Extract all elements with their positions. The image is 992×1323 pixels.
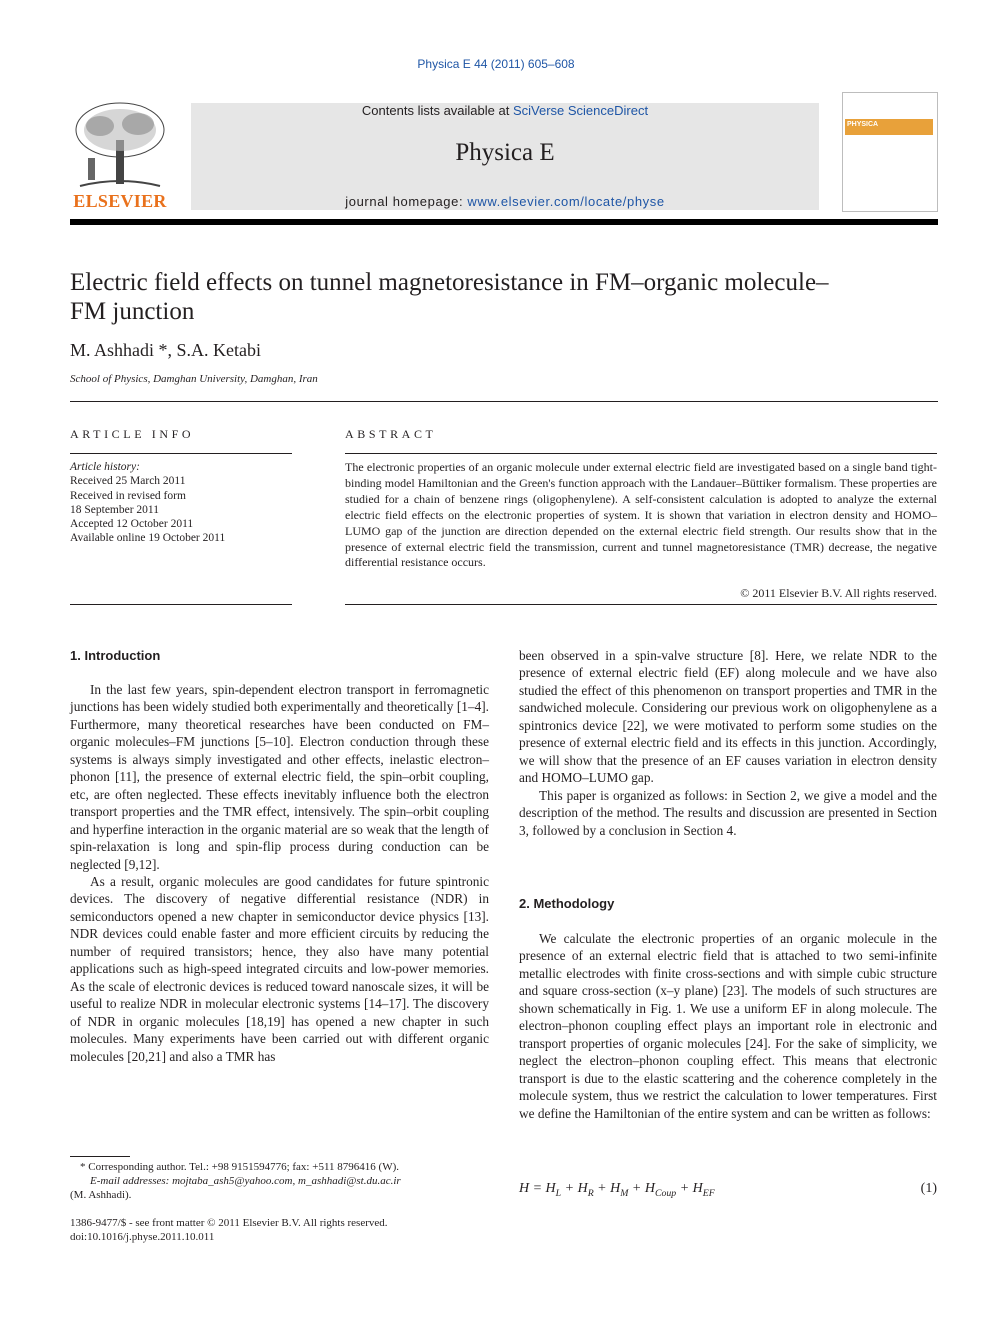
- contents-line: [191, 103, 819, 118]
- methodology-paragraph-1: We calculate the electronic properties of an organic molecule in the presence of an external electric field that is attached to two semi-infinite metallic electrodes with finite cross-sections and with simple cubic structure and square cross-section (x–y plane) [23]. The models of such structures are shown schematically in Fig. 1. We use a uniform EF in along molecule. The electron–phonon coupling effect plays an important role in electronic and transport properties of organic molecules [24]. For the sake of simplicity, we neglect the electron–phonon coupling effect. This means that electronic transport is due to the elastic scattering and the coherence completely in the molecule system, thus we restrict the calculation to lower temperatures. First we define the Hamiltonian of the entire system and can be written as follows:: [519, 931, 937, 1121]
- elsevier-wordmark: ELSEVIER: [73, 191, 167, 211]
- sciencedirect-link[interactable]: SciVerse ScienceDirect: [512, 103, 649, 118]
- cover-title: PHYSICA: [847, 121, 879, 128]
- corresponding-author-note: * Corresponding author. Tel.: +98 9151594776; fax: +511 8796416 (W).: [80, 1161, 399, 1173]
- copyright-line: © 2011 Elsevier B.V. All rights reserved.: [740, 586, 937, 600]
- front-matter: [70, 1216, 500, 1244]
- history-line: 18 September 2011: [70, 503, 160, 516]
- homepage-link[interactable]: www.elsevier.com/locate/physe: [467, 194, 665, 209]
- intro-paragraph-4: This paper is organized as follows: in Section 2, we give a model and the description of the method. The results and discussion are presented in Section 3, followed by a conclusion in Section 4.: [519, 787, 937, 838]
- journal-citation[interactable]: Physica E 44 (2011) 605–608: [417, 57, 575, 71]
- journal-name: Physica E: [455, 139, 555, 166]
- journal-cover-thumbnail: [842, 92, 938, 212]
- author-list: M. Ashhadi *, S.A. Ketabi: [70, 340, 261, 360]
- abstract-text: The electronic properties of an organic molecule under external electric field are investigated based on a single band tight-binding model Hamiltonian and the Green's function approach with the Landauer–Büttiker formalism. These properties are studied for a chain of benzene rings (oligophenylene). A self-consistent calculation is adopted to analyze the external electric field effects on the electronic properties of system. It is shown that variation in electron density and HOMO–LUMO gap of the junction are direction depended on the external electric field strength. Our results show that in the presence of external electric field the transmission, current and tunnel magnetoresistance (TMR) decrease, the negative differential resistance occurs.: [345, 460, 937, 570]
- article-title: Electric field effects on tunnel magnetoresistance in FM–organic molecule–FM junction: [70, 269, 829, 325]
- doi-line[interactable]: doi:10.1016/j.physe.2011.10.011: [70, 1231, 215, 1244]
- left-column-text: [70, 681, 489, 1065]
- equation-1: [519, 1181, 937, 1199]
- email-note[interactable]: E-mail addresses: mojtaba_ash5@yahoo.com, m_ashhadi@st.du.ac.ir: [90, 1175, 401, 1188]
- history-line: Accepted 12 October 2011: [70, 518, 194, 531]
- info-rule-top: [70, 453, 292, 454]
- intro-paragraph-2: As a result, organic molecules are good candidates for future spintronic devices. The discovery of negative differential resistance (NDR) in semiconductors opened a new chapter in semiconductor device physics [13]. NDR devices could enable faster and more efficient circuits by reducing the number of required transistors; hence, they also have many potential applications such as high-speed integrated circuits and low-power memories. As the scale of electronic devices is reduced toward nanoscale sizes, it will be useful to realize NDR in molecular electronic systems [14–17]. The discovery of NDR in organic molecules [18,19] has opened a new chapter in such molecules. Many experiments have been carried out with different organic molecules [20,21] and also a TMR has: [70, 873, 489, 1064]
- abstract-rule-top: [345, 453, 937, 454]
- affiliation: School of Physics, Damghan University, Damghan, Iran: [70, 373, 318, 385]
- footnotes: [70, 1160, 500, 1203]
- section-heading-introduction: 1. Introduction: [70, 648, 161, 663]
- history-label: Article history:: [70, 461, 140, 473]
- methodology-text: [519, 930, 937, 1122]
- equation-body: $H = H_L + H_R + H_M + H_{Coup} + H_{EF}$: [519, 1181, 715, 1199]
- equation-number: (1): [920, 1181, 937, 1196]
- title-rule: [70, 401, 938, 402]
- history-line: Available online 19 October 2011: [70, 532, 226, 545]
- right-column-text: [519, 647, 937, 839]
- history-line: Received in revised form: [70, 489, 186, 502]
- homepage-line: [191, 194, 819, 209]
- elsevier-logo: [70, 100, 170, 212]
- intro-paragraph-1: In the last few years, spin-dependent electron transport in ferromagnetic junctions has been widely studied both experimentally and theoretically [1–4]. Furthermore, many theoretical researches have been conducted on FM–organic molecules–FM junctions [5–10]. Electron conduction through these systems is always simply investigated and other effects, inelastic electron–phonon [11], the presence of external electric field, the spin–orbit coupling, etc, are often neglected. These effects inevitably influence both the electron transport properties and the TMR effect, intensively. The spin–orbit coupling and hyperfine interaction in the organic material are so weak that the length of spin-relaxation is long and spin-flip process during conduction can be neglected [9,12].: [70, 682, 489, 872]
- header-rule: [70, 219, 938, 225]
- abstract-rule-bottom: [345, 604, 937, 605]
- intro-paragraph-3: been observed in a spin-valve structure [8]. Here, we relate NDR to the presence of external electric field (EF) along molecule and we have also studied the effect of this phenomenon on transport properties and TMR in the sandwiched molecule. Considering our previous work on oligophenylene as a spintronics device [22], we were motivated to perform some studies on the presence of external electric field and its effects in this junction. Accordingly, we will show that the presence of an EF causes variation in electron density and HOMO–LUMO gap.: [519, 648, 937, 786]
- contents-prefix: Contents lists available at: [361, 103, 513, 118]
- article-info-heading: ARTICLE INFO: [70, 427, 195, 441]
- article-history: [70, 460, 300, 546]
- issn-line: 1386-9477/$ - see front matter © 2011 Elsevier B.V. All rights reserved.: [70, 1217, 388, 1229]
- section-heading-methodology: 2. Methodology: [519, 896, 615, 911]
- email-note-name: (M. Ashhadi).: [70, 1189, 132, 1202]
- history-line: Received 25 March 2011: [70, 475, 186, 488]
- abstract-heading: ABSTRACT: [345, 427, 437, 441]
- tree-icon: [70, 100, 170, 190]
- footnote-rule: [70, 1156, 130, 1157]
- journal-banner: [191, 103, 819, 210]
- info-rule-bottom: [70, 604, 292, 605]
- homepage-prefix: journal homepage:: [345, 194, 468, 209]
